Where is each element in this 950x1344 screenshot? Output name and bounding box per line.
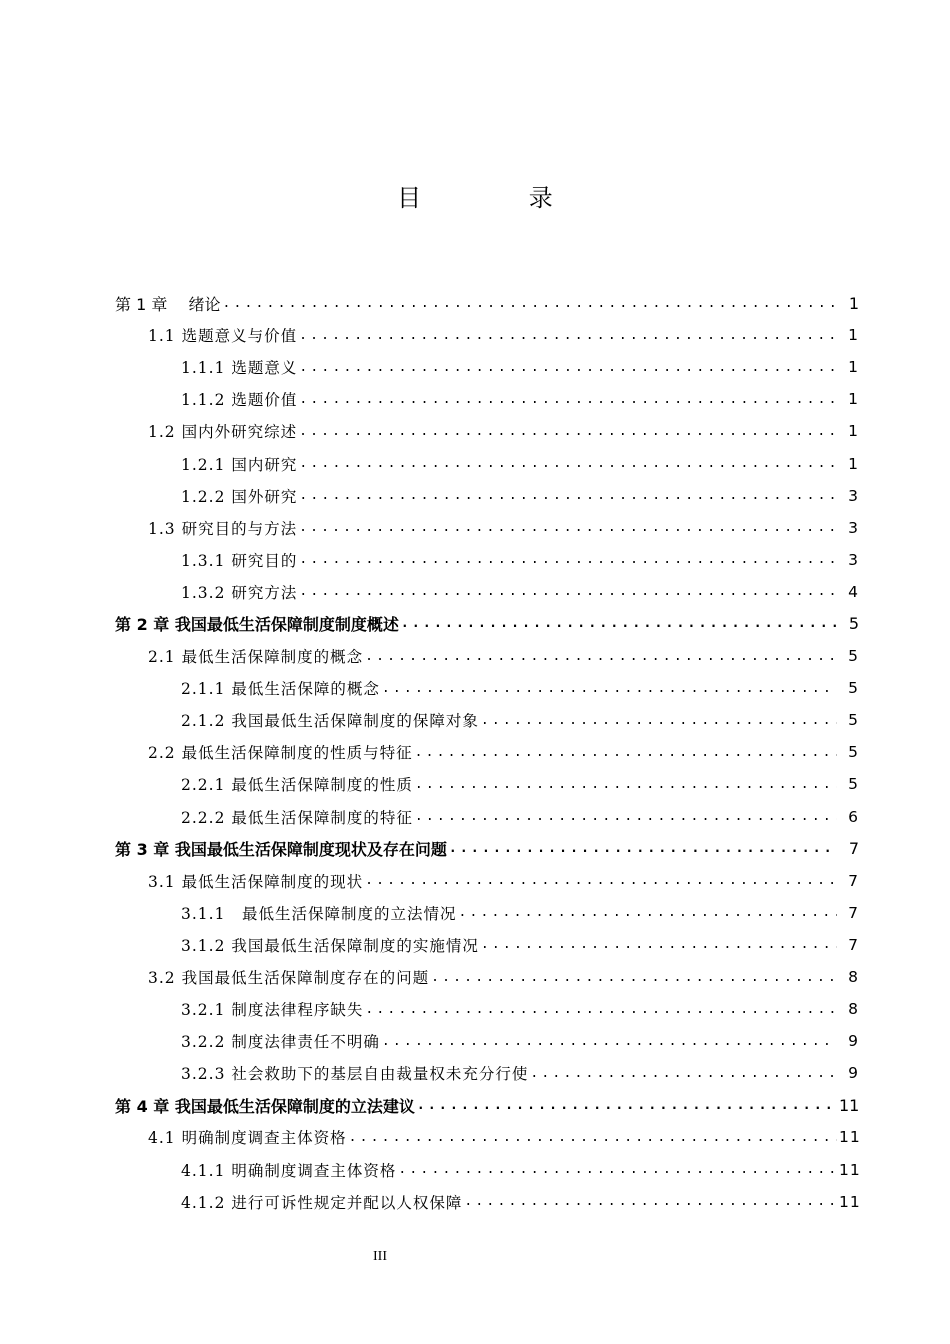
toc-entry-title: 1.1.2 选题价值 bbox=[181, 391, 298, 410]
toc-entry-level-3[interactable] bbox=[181, 768, 859, 800]
toc-entry-page: 5 bbox=[848, 775, 859, 794]
toc-entry-page: 9 bbox=[848, 1064, 859, 1083]
toc-leader-dots bbox=[365, 873, 837, 888]
toc-entry-level-2[interactable] bbox=[148, 512, 859, 544]
toc-entry-title: 2.1.1 最低生活保障的概念 bbox=[181, 680, 380, 699]
toc-entry-title: 第 1 章 绪论 bbox=[115, 294, 221, 314]
toc-leader-dots bbox=[382, 681, 837, 696]
toc-entry-title: 1.2 国内外研究综述 bbox=[148, 423, 298, 442]
toc-leader-dots bbox=[415, 777, 837, 792]
toc-entry-title: 2.1 最低生活保障制度的概念 bbox=[148, 648, 364, 667]
toc-leader-dots bbox=[299, 424, 837, 439]
toc-entry-level-3[interactable] bbox=[181, 1186, 859, 1218]
toc-leader-dots bbox=[299, 360, 837, 375]
toc-leader-dots bbox=[464, 1194, 837, 1209]
toc-entry-page: 11 bbox=[839, 1095, 860, 1115]
toc-leader-dots bbox=[431, 970, 837, 985]
toc-entry-page: 3 bbox=[848, 518, 859, 537]
toc-entry-level-2[interactable] bbox=[148, 319, 859, 351]
toc-entry-title: 3.2.3 社会救助下的基层自由裁量权未充分行使 bbox=[181, 1065, 529, 1084]
page-title: 目 录 bbox=[397, 184, 603, 212]
toc-entry-title: 3.1.1 最低生活保障制度的立法情况 bbox=[181, 904, 457, 923]
toc-entry-page: 1 bbox=[848, 358, 859, 377]
toc-entry-level-3[interactable] bbox=[181, 447, 859, 479]
toc-entry-page: 1 bbox=[848, 293, 859, 313]
toc-leader-dots bbox=[417, 1098, 837, 1113]
toc-entry-title: 3.2.2 制度法律责任不明确 bbox=[181, 1033, 380, 1052]
toc-entry-title: 3.1 最低生活保障制度的现状 bbox=[148, 872, 364, 891]
toc-entry-page: 5 bbox=[848, 647, 859, 666]
toc-leader-dots bbox=[481, 937, 837, 952]
toc-entry-page: 7 bbox=[848, 871, 859, 890]
toc-entry-page: 9 bbox=[848, 1032, 859, 1051]
toc-leader-dots bbox=[365, 1002, 837, 1017]
toc-entry-title: 3.1.2 我国最低生活保障制度的实施情况 bbox=[181, 936, 479, 955]
toc-entry-title: 1.1 选题意义与价值 bbox=[148, 327, 298, 346]
toc-entry-page: 7 bbox=[848, 935, 859, 954]
toc-entry-level-3[interactable] bbox=[181, 672, 859, 704]
toc-entry-page: 1 bbox=[848, 454, 859, 473]
toc-entry-level-2[interactable] bbox=[148, 736, 859, 768]
toc-entry-title: 1.2.2 国外研究 bbox=[181, 487, 298, 506]
toc-leader-dots bbox=[481, 713, 837, 728]
toc-entry-level-2[interactable] bbox=[148, 415, 859, 447]
toc-entry-title: 1.2.1 国内研究 bbox=[181, 455, 298, 474]
toc-entry-title: 1.3 研究目的与方法 bbox=[148, 519, 298, 538]
toc-leader-dots bbox=[299, 488, 837, 503]
toc-entry-title: 3.2.1 制度法律程序缺失 bbox=[181, 1001, 364, 1020]
toc-entry-page: 5 bbox=[848, 679, 859, 698]
toc-leader-dots bbox=[299, 520, 837, 535]
toc-entry-title: 1.1.1 选题意义 bbox=[181, 359, 298, 378]
toc-entry-page: 3 bbox=[848, 550, 859, 569]
toc-entry-page: 11 bbox=[839, 1128, 861, 1147]
toc-entry-page: 4 bbox=[848, 582, 859, 601]
toc-entry-level-2[interactable] bbox=[148, 961, 859, 993]
toc-leader-dots bbox=[349, 1130, 837, 1145]
toc-entry-level-3[interactable] bbox=[181, 929, 859, 961]
toc-leader-dots bbox=[530, 1066, 837, 1081]
toc-entry-page: 5 bbox=[848, 743, 859, 762]
toc-leader-dots bbox=[458, 905, 837, 920]
toc-entry-level-3[interactable] bbox=[181, 544, 859, 576]
toc-entry-page: 7 bbox=[848, 903, 859, 922]
toc-entry-level-1[interactable] bbox=[115, 1089, 859, 1121]
toc-entry-level-3[interactable] bbox=[181, 897, 859, 929]
toc-entry-level-3[interactable] bbox=[181, 1025, 859, 1057]
toc-entry-page: 3 bbox=[848, 486, 859, 505]
toc-entry-title: 第 2 章 我国最低生活保障制度制度概述 bbox=[115, 615, 399, 635]
toc-entry-level-3[interactable] bbox=[181, 1154, 859, 1186]
toc-entry-page: 5 bbox=[848, 614, 859, 634]
toc-entry-title: 1.3.1 研究目的 bbox=[181, 551, 298, 570]
toc-leader-dots bbox=[415, 745, 837, 760]
toc-entry-title: 第 3 章 我国最低生活保障制度现状及存在问题 bbox=[115, 840, 447, 860]
toc-entry-title: 1.3.2 研究方法 bbox=[181, 583, 298, 602]
toc-entry-title: 第 4 章 我国最低生活保障制度的立法建议 bbox=[115, 1096, 415, 1116]
toc-leader-dots bbox=[415, 809, 837, 824]
toc-leader-dots bbox=[222, 296, 837, 311]
toc-leader-dots bbox=[299, 584, 837, 599]
toc-entry-title: 4.1.2 进行可诉性规定并配以人权保障 bbox=[181, 1193, 463, 1212]
toc-entry-level-3[interactable] bbox=[181, 801, 859, 833]
toc-entry-level-3[interactable] bbox=[181, 993, 859, 1025]
toc-entry-level-3[interactable] bbox=[181, 704, 859, 736]
toc-entry-title: 3.2 我国最低生活保障制度存在的问题 bbox=[148, 969, 430, 988]
toc-entry-page: 5 bbox=[848, 711, 859, 730]
table-of-contents bbox=[0, 287, 950, 1218]
toc-entry-title: 2.2.1 最低生活保障制度的性质 bbox=[181, 776, 413, 795]
page-number: III bbox=[373, 1249, 387, 1264]
toc-leader-dots bbox=[382, 1034, 837, 1049]
toc-entry-page: 1 bbox=[848, 422, 859, 441]
toc-entry-title: 2.2 最低生活保障制度的性质与特征 bbox=[148, 744, 413, 763]
toc-leader-dots bbox=[398, 1162, 837, 1177]
toc-entry-title: 4.1 明确制度调查主体资格 bbox=[148, 1129, 347, 1148]
toc-entry-level-3[interactable] bbox=[181, 576, 859, 608]
toc-leader-dots bbox=[449, 841, 837, 856]
toc-leader-dots bbox=[401, 616, 837, 631]
toc-entry-page: 8 bbox=[848, 968, 859, 987]
toc-entry-page: 6 bbox=[848, 807, 859, 826]
toc-entry-title: 2.2.2 最低生活保障制度的特征 bbox=[181, 808, 413, 827]
toc-entry-page: 1 bbox=[848, 390, 859, 409]
toc-entry-page: 11 bbox=[839, 1192, 861, 1211]
toc-entry-page: 8 bbox=[848, 1000, 859, 1019]
toc-entry-level-3[interactable] bbox=[181, 351, 859, 383]
toc-leader-dots bbox=[365, 649, 837, 664]
toc-leader-dots bbox=[299, 328, 837, 343]
toc-entry-title: 2.1.2 我国最低生活保障制度的保障对象 bbox=[181, 712, 479, 731]
toc-leader-dots bbox=[299, 552, 837, 567]
toc-leader-dots bbox=[299, 392, 837, 407]
toc-entry-level-1[interactable] bbox=[115, 608, 859, 640]
toc-leader-dots bbox=[299, 456, 837, 471]
toc-entry-page: 1 bbox=[848, 326, 859, 345]
toc-entry-level-3[interactable] bbox=[181, 1057, 859, 1089]
toc-entry-level-2[interactable] bbox=[148, 865, 859, 897]
toc-entry-level-3[interactable] bbox=[181, 480, 859, 512]
toc-entry-level-2[interactable] bbox=[148, 640, 859, 672]
toc-entry-page: 11 bbox=[839, 1160, 861, 1179]
toc-entry-level-2[interactable] bbox=[148, 1121, 859, 1153]
toc-entry-page: 7 bbox=[848, 839, 859, 859]
toc-entry-level-1[interactable] bbox=[115, 287, 859, 319]
toc-entry-level-1[interactable] bbox=[115, 833, 859, 865]
toc-entry-level-3[interactable] bbox=[181, 383, 859, 415]
toc-entry-title: 4.1.1 明确制度调查主体资格 bbox=[181, 1161, 397, 1180]
